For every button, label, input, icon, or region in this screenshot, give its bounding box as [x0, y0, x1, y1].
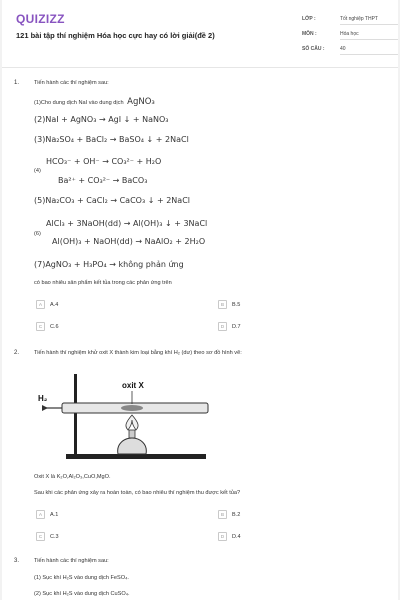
apparatus-diagram: [36, 370, 216, 460]
experiment-4-equation-a: HCO₃⁻ + OH⁻ → CO₃²⁻ + H₂O: [46, 157, 162, 166]
option-text: A.4: [50, 301, 59, 308]
stand-base: [66, 454, 206, 459]
experiment-1: (1) Sục khí H₂S vào dung dịch FeSO₄.: [34, 575, 129, 581]
option-text: C.6: [50, 323, 59, 330]
question-intro: Tiến hành các thí nghiệm sau:: [34, 80, 109, 86]
option-letter-box: A: [36, 510, 45, 519]
experiment-1: [34, 97, 155, 107]
option-letter-box: A: [36, 300, 45, 309]
meta-count-value: 40: [340, 46, 398, 55]
option-text: A.1: [50, 511, 59, 518]
worksheet-page: [2, 0, 398, 600]
option-letter-box: C: [36, 532, 45, 541]
oxide-sample: [121, 405, 143, 411]
lamp-neck: [129, 430, 135, 438]
option-letter-box: D: [218, 532, 227, 541]
worksheet-title: 121 bài tập thí nghiệm Hóa học cực hay có lời giải(đề 2): [16, 31, 215, 40]
question-prompt: Sau khi các phản ứng xảy ra hoàn toàn, có bao nhiêu thí nghiệm thu được kết tủa?: [34, 490, 241, 496]
burner-flame: [126, 415, 138, 430]
experiment-2: (2) Sục khí H₂S vào dung dịch CuSO₄.: [34, 591, 130, 597]
question-number: 1.: [14, 80, 20, 86]
alcohol-lamp: [118, 438, 147, 454]
option-letter-box: B: [218, 510, 227, 519]
experiment-4-equation-b: Ba²⁺ + CO₃²⁻ → BaCO₃: [58, 176, 148, 185]
experiment-2: (2)NaI + AgNO₃ → AgI ↓ + NaNO₃: [34, 115, 169, 124]
meta-count-label: SỐ CÂU :: [302, 46, 325, 52]
question-prompt: có bao nhiêu sản phẩm kết tủa trong các phản ứng trên: [34, 280, 172, 286]
option-text: C.3: [50, 533, 59, 540]
quizizz-logo[interactable]: QUIZIZZ: [16, 12, 65, 26]
question-number: 3.: [14, 558, 20, 564]
option-letter-box: C: [36, 322, 45, 331]
option-text: D.7: [232, 323, 241, 330]
option-text: D.4: [232, 533, 241, 540]
experiment-6-label: (6): [34, 231, 41, 237]
question-intro: Tiến hành các thí nghiệm sau:: [34, 558, 109, 564]
option-letter-box: B: [218, 300, 227, 309]
experiment-5: (5)Na₂CO₃ + CaCl₂ → CaCO₃ ↓ + 2NaCl: [34, 196, 190, 205]
option-b[interactable]: [218, 300, 240, 309]
option-c[interactable]: [36, 532, 59, 541]
experiment-1-text: (1)Cho dung dịch NaI vào dung dịch: [34, 100, 124, 106]
gas-flow-arrow: [42, 405, 48, 411]
option-letter-box: D: [218, 322, 227, 331]
experiment-3: (3)Na₂SO₄ + BaCl₂ → BaSO₄ ↓ + 2NaCl: [34, 135, 189, 144]
experiment-1-formula: AgNO₃: [127, 97, 155, 107]
oxide-label: oxit X: [122, 381, 144, 390]
option-b[interactable]: [218, 510, 240, 519]
meta-class-label: LỚP :: [302, 16, 316, 22]
question-number: 2.: [14, 350, 20, 356]
option-c[interactable]: [36, 322, 59, 331]
h2-label: H₂: [38, 394, 48, 403]
stand-rod: [74, 374, 77, 458]
meta-subject-value: Hóa học: [340, 31, 398, 40]
option-a[interactable]: [36, 300, 58, 309]
experiment-4-label: (4): [34, 168, 41, 174]
meta-subject-label: MÔN :: [302, 31, 317, 37]
experiment-6-equation-b: Al(OH)₃ + NaOH(dd) → NaAlO₂ + 2H₂O: [52, 237, 206, 246]
experiment-7: (7)AgNO₃ + H₃PO₄ → không phản ứng: [34, 260, 184, 269]
option-d[interactable]: [218, 322, 241, 331]
option-d[interactable]: [218, 532, 241, 541]
option-text: B.5: [232, 301, 241, 308]
option-text: B.2: [232, 511, 241, 518]
option-a[interactable]: [36, 510, 58, 519]
meta-class-value: Tốt nghiệp THPT: [340, 16, 398, 25]
question-intro: Tiến hành thí nghiệm khử oxit X thành kim loại bằng khí H₂ (dư) theo sơ đồ hình vẽ:: [34, 350, 242, 356]
oxide-definition: Oxit X là K₂O,Al₂O₃,CuO,MgO.: [34, 474, 111, 480]
worksheet-header: [2, 0, 398, 68]
experiment-6-equation-a: AlCl₃ + 3NaOH(dd) → Al(OH)₃ ↓ + 3NaCl: [46, 219, 208, 228]
